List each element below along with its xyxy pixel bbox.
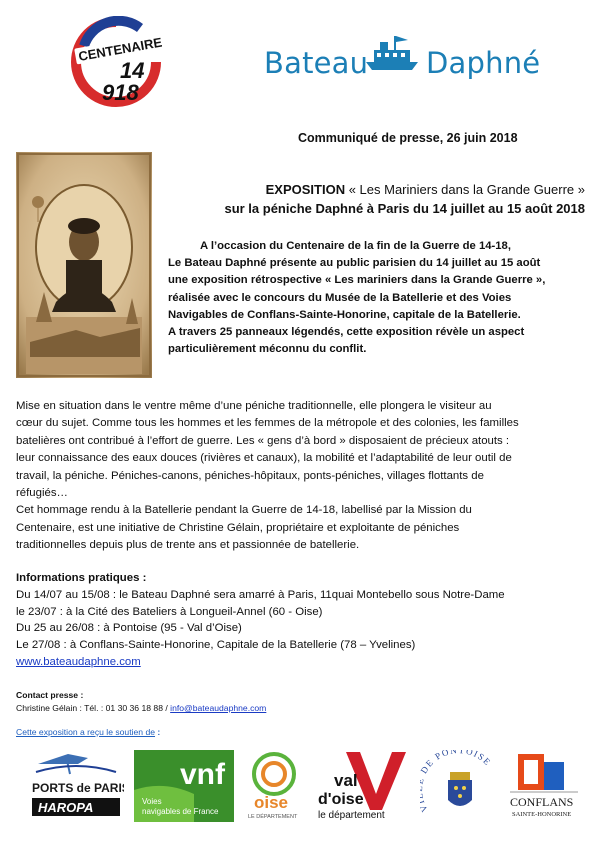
- intro-line: Le Bateau Daphné présente au public parisien du 14 juillet au 15 août: [168, 257, 541, 270]
- body-line: cœur du sujet. Comme tous les hommes et les femmes de la métropole et des colonies, les familles: [16, 417, 519, 430]
- contact-email-link[interactable]: info@bateaudaphne.com: [170, 703, 267, 713]
- ports-de-paris-logo: [28, 750, 124, 822]
- valdoise-2: d'oise: [318, 791, 364, 808]
- vnf-small-1: Voies: [142, 797, 162, 806]
- body-line: traditionnelles depuis plus de trente ans et passionnée de batellerie.: [16, 539, 360, 552]
- vnf-big-text: vnf: [180, 758, 225, 791]
- body-line: leur connaissance des eaux douces (rivières et canaux), la mobilité et l’adaptabilité de leur outil de: [16, 452, 512, 465]
- conflans-logo: [508, 750, 580, 822]
- intro-line: Navigables de Conflans-Sainte-Honorine, capitale de la Batellerie.: [168, 308, 521, 321]
- ports-bottom-text: HAROPA: [38, 800, 94, 815]
- brand-word-right: Daphné: [426, 46, 541, 80]
- intro-line: une exposition rétrospective « Les mariniers dans la Grande Guerre »,: [168, 274, 546, 287]
- exhibition-title: « Les Mariniers dans la Grande Guerre »: [345, 182, 585, 197]
- body-line: Mise en situation dans le ventre même d’une péniche traditionnelle, elle plongera le visiteur au: [16, 400, 492, 412]
- historic-sailor-photo: [16, 152, 152, 378]
- support-colon: :: [155, 727, 161, 737]
- vnf-logo: [134, 750, 234, 822]
- body-line: travail, la péniche. Péniches-canons, péniches-hôpitaux, ponts-péniches, villages flottants de: [16, 469, 484, 482]
- bateau-daphne-logo: [264, 26, 564, 86]
- info-line: Le 27/08 : à Conflans-Sainte-Honorine, Capitale de la Batellerie (78 – Yvelines): [16, 639, 416, 652]
- practical-info: [16, 570, 586, 671]
- centenaire-digits-bottom: 918: [102, 80, 139, 105]
- brand-word-left: Bateau: [264, 46, 369, 80]
- intro-line: réalisée avec le concours du Musée de la Batellerie et des Voies: [168, 291, 512, 304]
- ville-de-pontoise-logo: [420, 750, 498, 822]
- intro-paragraph: [168, 238, 588, 358]
- contact-phone: Christine Gélain : Tél. : 01 30 36 18 88 /: [16, 703, 171, 713]
- exhibition-label: EXPOSITION: [265, 182, 346, 197]
- intro-line: particulièrement méconnu du conflit.: [168, 343, 367, 356]
- oise-sub: LE DÉPARTEMENT: [248, 814, 298, 820]
- centenaire-logo: [70, 16, 162, 108]
- oise-name: oise: [254, 793, 289, 812]
- exhibition-heading: [165, 180, 585, 218]
- support-text: Cette exposition a reçu le soutien de: [16, 727, 156, 737]
- vnf-small-2: navigables de France: [142, 807, 219, 816]
- info-line: le 23/07 : à la Cité des Bateliers à Longueil-Annel (60 - Oise): [16, 605, 323, 618]
- info-line: Du 14/07 au 15/08 : le Bateau Daphné sera amarré à Paris, 11quai Montebello sous Notre-Dame: [16, 588, 505, 601]
- centenaire-digits-top: 14: [120, 58, 145, 83]
- support-statement: [16, 727, 160, 737]
- intro-line: A travers 25 panneaux légendés, cette exposition révèle un aspect: [168, 326, 525, 339]
- body-line: Cet hommage rendu à la Batellerie pendant la Guerre de 14-18, labellisé par la Mission du: [16, 504, 472, 517]
- centenaire-word: CENTENAIRE: [77, 34, 162, 64]
- ports-top-text: PORTS de PARIS: [32, 781, 124, 795]
- body-paragraph: [16, 398, 586, 555]
- website-link[interactable]: www.bateaudaphne.com: [16, 655, 141, 668]
- exhibition-subtitle: sur la péniche Daphné à Paris du 14 juillet au 15 août 2018: [224, 201, 585, 216]
- info-line: Du 25 au 26/08 : à Pontoise (95 - Val d’Oise): [16, 622, 242, 635]
- practical-info-heading: Informations pratiques :: [16, 572, 147, 584]
- body-line: batelières ont contribué à l’effort de guerre. Les « gens d’à bord » disposaient de précieux atouts :: [16, 434, 510, 447]
- valdoise-3: le département: [318, 810, 385, 821]
- body-line: Centenaire, est une initiative de Christine Gélain, propriétaire et exploitante de péniches: [16, 521, 460, 534]
- val-doise-logo: [316, 750, 408, 822]
- boat-icon: [364, 32, 420, 72]
- conflans-2: SAINTE-HONORINE: [512, 811, 572, 818]
- exhibition-title-line: [165, 180, 585, 199]
- body-line: réfugiés…: [16, 487, 68, 500]
- valdoise-1: val: [334, 771, 358, 790]
- conflans-1: CONFLANS: [510, 795, 574, 809]
- press-contact: [16, 689, 266, 715]
- press-release-date: Communiqué de presse, 26 juin 2018: [298, 131, 518, 145]
- contact-label: Contact presse :: [16, 690, 84, 700]
- oise-logo: [244, 750, 304, 822]
- pontoise-arc-text: E PONTOISE: [423, 750, 494, 769]
- intro-line: A l’occasion du Centenaire de la fin de la Guerre de 14-18,: [200, 240, 511, 252]
